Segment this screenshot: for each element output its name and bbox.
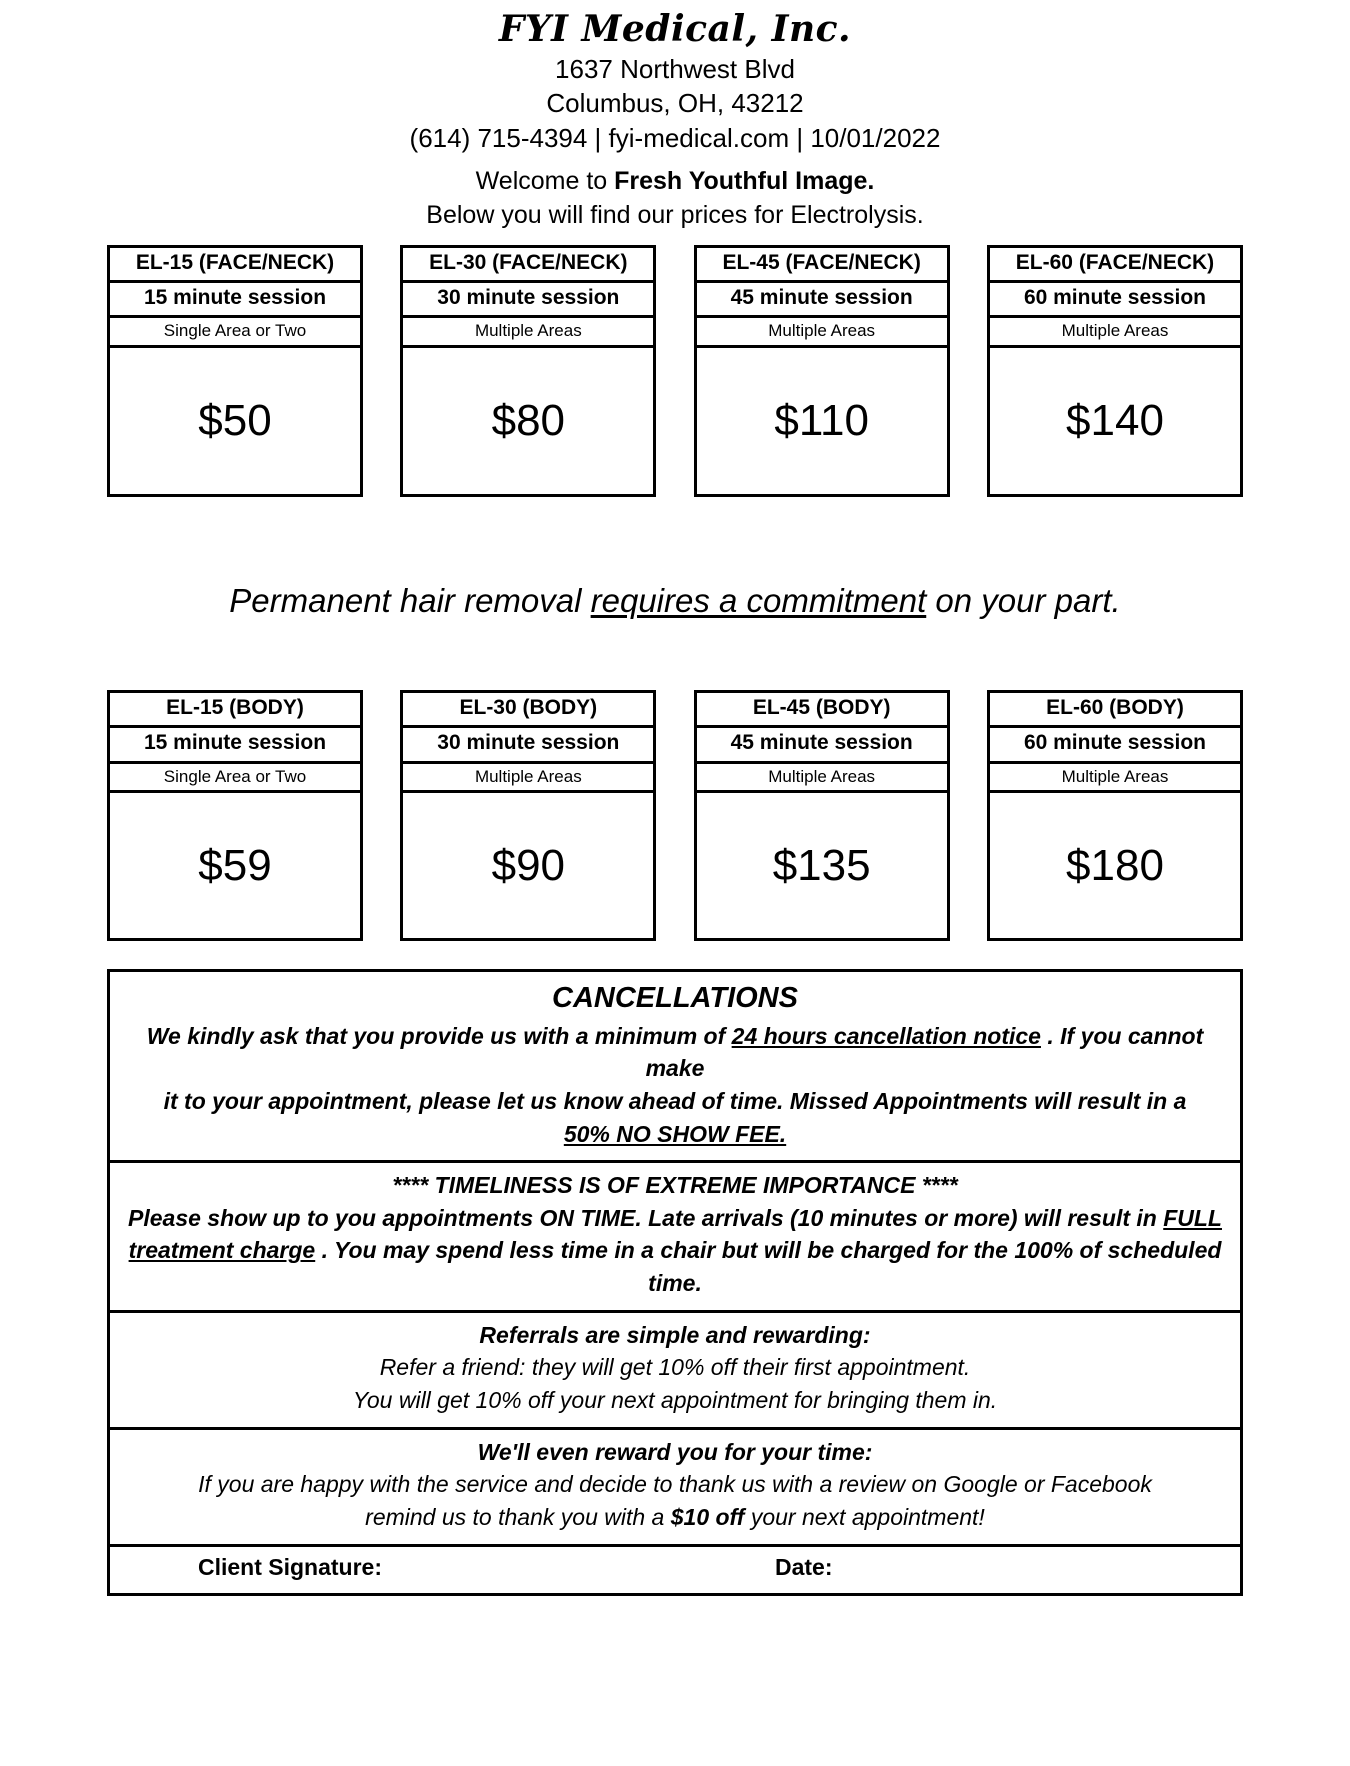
price-card <box>107 690 363 941</box>
welcome-line <box>0 156 1350 200</box>
card-price: $50 <box>198 395 272 445</box>
commitment-tagline <box>0 581 1350 621</box>
card-title: EL-30 (FACE/NECK) <box>403 248 653 283</box>
full-charge-term: FULL <box>1163 1204 1222 1231</box>
card-title: EL-45 (BODY) <box>697 693 947 728</box>
card-session: 15 minute session <box>110 283 360 318</box>
referrals-line-1: Refer a friend: they will get 10% off their first appointment. <box>379 1354 971 1381</box>
card-title: EL-30 (BODY) <box>403 693 653 728</box>
contact-line: (614) 715-4394 | fyi-medical.com | 10/01/2022 <box>409 123 941 154</box>
price-card <box>400 245 656 497</box>
tagline-part-1: Permanent hair removal <box>229 581 591 619</box>
card-area: Multiple Areas <box>697 318 947 348</box>
price-card <box>987 690 1243 941</box>
card-price: $90 <box>491 840 566 890</box>
card-area: Multiple Areas <box>990 764 1240 794</box>
rewards-line-1: If you are happy with the service and decide to thank us with a review on Google or Facebook <box>198 1471 1152 1498</box>
card-session: 45 minute session <box>697 283 947 318</box>
timeliness-line-2-b: . You may spend less time in a chair but will be charged for the 100% of scheduled time. <box>315 1237 1222 1297</box>
card-price: $80 <box>491 395 566 445</box>
card-session: 15 minute session <box>110 728 360 763</box>
company-name: FYI Medical, Inc. <box>498 8 852 50</box>
cancellations-line-1-b: . If you cannot make <box>645 1022 1204 1082</box>
face-neck-price-cards <box>107 245 1243 497</box>
referrals-heading: Referrals are simple and rewarding: <box>479 1321 871 1348</box>
no-show-fee-term: 50% NO SHOW FEE. <box>563 1120 787 1147</box>
rewards-heading: We'll even reward you for your time: <box>477 1438 873 1465</box>
card-session: 60 minute session <box>990 283 1240 318</box>
timeliness-line-1 <box>120 1202 1230 1235</box>
cancellations-line-1-a: We kindly ask that you provide us with a minimum of <box>146 1022 732 1049</box>
card-area: Single Area or Two <box>110 318 360 348</box>
cancellation-notice-term: 24 hours cancellation notice <box>731 1022 1041 1049</box>
card-title: EL-15 (FACE/NECK) <box>110 248 360 283</box>
cancellations-line-3 <box>120 1118 1230 1151</box>
price-card <box>987 245 1243 497</box>
card-price: $59 <box>198 840 272 890</box>
timeliness-heading: **** TIMELINESS IS OF EXTREME IMPORTANCE **** <box>392 1172 958 1199</box>
timeliness-line-2 <box>120 1234 1230 1299</box>
referrals-section <box>110 1313 1240 1430</box>
card-price: $135 <box>772 840 871 890</box>
spacer <box>0 620 1350 690</box>
card-session: 30 minute session <box>403 283 653 318</box>
welcome-prefix: Welcome to <box>475 166 615 195</box>
date-label[interactable]: Date: <box>775 1553 833 1580</box>
rewards-section <box>110 1430 1240 1547</box>
ten-dollar-off-term: $10 off <box>670 1504 745 1531</box>
card-title: EL-45 (FACE/NECK) <box>697 248 947 283</box>
rewards-line-2-c: your next appointment! <box>744 1504 985 1531</box>
welcome-brand: Fresh Youthful Image. <box>614 166 875 195</box>
intro-line: Below you will find our prices for Electrolysis. <box>426 201 924 230</box>
card-area: Multiple Areas <box>990 318 1240 348</box>
cancellations-line-1 <box>120 1020 1230 1085</box>
spacer <box>0 497 1350 581</box>
client-signature-label[interactable]: Client Signature: <box>198 1553 383 1580</box>
card-price: $110 <box>774 395 869 445</box>
price-card <box>694 245 950 497</box>
card-area: Multiple Areas <box>697 764 947 794</box>
card-session: 60 minute session <box>990 728 1240 763</box>
rewards-line-2-a: remind us to thank you with a <box>365 1504 671 1531</box>
card-title: EL-15 (BODY) <box>110 693 360 728</box>
cancellations-line-2: it to your appointment, please let us know ahead of time. Missed Appointments will result in a <box>163 1087 1187 1114</box>
card-area: Multiple Areas <box>403 318 653 348</box>
card-area: Multiple Areas <box>403 764 653 794</box>
cancellations-heading: CANCELLATIONS <box>552 982 798 1015</box>
rewards-line-2 <box>120 1501 1230 1534</box>
price-card <box>400 690 656 941</box>
policy-box <box>107 969 1243 1595</box>
card-price: $140 <box>1066 395 1164 445</box>
spacer <box>0 941 1350 969</box>
card-session: 45 minute session <box>697 728 947 763</box>
timeliness-section <box>110 1163 1240 1313</box>
card-price: $180 <box>1066 840 1164 890</box>
price-card <box>694 690 950 941</box>
timeliness-line-1-a: Please show up to you appointments ON TIME. Late arrivals (10 minutes or more) will result in <box>128 1204 1164 1231</box>
card-session: 30 minute session <box>403 728 653 763</box>
signature-section <box>110 1547 1240 1593</box>
card-title: EL-60 (BODY) <box>990 693 1240 728</box>
body-price-cards <box>107 690 1243 941</box>
tagline-part-2: on your part. <box>926 581 1121 619</box>
cancellations-section <box>110 972 1240 1163</box>
address-line-1: 1637 Northwest Blvd <box>555 53 795 84</box>
treatment-charge-term: treatment charge <box>128 1237 316 1264</box>
card-title: EL-60 (FACE/NECK) <box>990 248 1240 283</box>
tagline-underlined: requires a commitment <box>590 581 927 619</box>
address-line-2: Columbus, OH, 43212 <box>546 88 804 119</box>
card-area: Single Area or Two <box>110 764 360 794</box>
price-card <box>107 245 363 497</box>
referrals-line-2: You will get 10% off your next appointment for bringing them in. <box>352 1387 998 1414</box>
document-header <box>0 0 1350 233</box>
